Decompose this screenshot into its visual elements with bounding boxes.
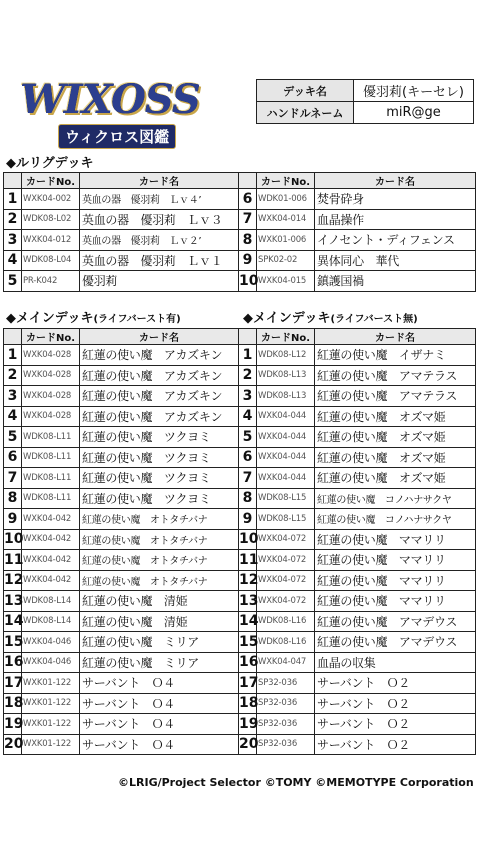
card-code: WXK04-072 (257, 550, 315, 571)
card-name: サーバント Ｏ２ (315, 714, 476, 735)
table-row (4, 611, 476, 632)
card-code: WDK08-L13 (257, 365, 315, 386)
card-code: WXK04-072 (257, 591, 315, 612)
card-code: WXK04-044 (257, 427, 315, 448)
table-row (4, 468, 476, 489)
row-number: 16 (239, 652, 257, 673)
row-number: 9 (4, 509, 22, 530)
card-name: 紅蓮の使い魔 アカズキン (80, 406, 239, 427)
header-name: カード名 (315, 329, 476, 345)
card-code: WXK04-044 (257, 447, 315, 468)
card-name: サーバント Ｏ４ (80, 714, 239, 735)
card-name: 紅蓮の使い魔 ミリア (80, 652, 239, 673)
card-name: 紅蓮の使い魔 オズマ姫 (315, 468, 476, 489)
card-name: 紅蓮の使い魔 ツクヨミ (80, 488, 239, 509)
row-number: 2 (4, 365, 22, 386)
lrig-header-row (4, 173, 476, 189)
card-code: WDK08-L11 (22, 447, 80, 468)
card-name: 鎮護国禍 (315, 271, 476, 292)
card-name: 紅蓮の使い魔 オズマ姫 (315, 447, 476, 468)
row-number: 14 (4, 611, 22, 632)
card-code: WDK08-L15 (257, 509, 315, 530)
copyright-text: ©LRIG/Project Selector ©TOMY ©MEMOTYPE Corporation (118, 776, 474, 789)
row-number: 4 (4, 250, 22, 271)
card-code: SP32-036 (257, 714, 315, 735)
row-number: 2 (239, 365, 257, 386)
card-name: 紅蓮の使い魔 オトタチバナ (80, 550, 239, 571)
row-number: 1 (4, 189, 22, 210)
row-number: 20 (239, 734, 257, 755)
lrig-deck-table (3, 172, 476, 292)
card-code: SP32-036 (257, 693, 315, 714)
card-name: イノセント・ディフェンス (315, 230, 476, 251)
row-number: 14 (239, 611, 257, 632)
row-number: 10 (239, 271, 257, 292)
row-number: 11 (239, 550, 257, 571)
row-number: 7 (239, 468, 257, 489)
table-row (4, 488, 476, 509)
table-row (4, 386, 476, 407)
card-name: 紅蓮の使い魔 ママリリ (315, 550, 476, 571)
row-number: 19 (239, 714, 257, 735)
row-number: 20 (4, 734, 22, 755)
card-code: WXK01-122 (22, 673, 80, 694)
row-number: 10 (4, 529, 22, 550)
row-number: 4 (4, 406, 22, 427)
header-code: カードNo. (22, 329, 80, 345)
card-code: WXK04-015 (257, 271, 315, 292)
card-name: 紅蓮の使い魔 アマデウス (315, 632, 476, 653)
card-name: 紅蓮の使い魔 イザナミ (315, 345, 476, 366)
row-number: 18 (239, 693, 257, 714)
row-number: 10 (239, 529, 257, 550)
card-code: WDK08-L11 (22, 427, 80, 448)
card-code: WXK04-028 (22, 406, 80, 427)
deck-name-label: デッキ名 (257, 80, 354, 102)
row-number: 15 (239, 632, 257, 653)
card-code: SP32-036 (257, 734, 315, 755)
row-number: 16 (4, 652, 22, 673)
card-name: 血晶操作 (315, 209, 476, 230)
table-row (4, 447, 476, 468)
card-name: 紅蓮の使い魔 コノハナサクヤ (315, 509, 476, 530)
header-name: カード名 (315, 173, 476, 189)
row-number: 11 (4, 550, 22, 571)
card-code: WDK08-L04 (22, 250, 80, 271)
card-name: 焚骨砕身 (315, 189, 476, 210)
card-code: SP32-036 (257, 673, 315, 694)
card-name: 紅蓮の使い魔 ママリリ (315, 591, 476, 612)
logo-subtitle: ウィクロス図鑑 (58, 124, 176, 149)
row-number: 18 (4, 693, 22, 714)
table-row (4, 271, 476, 292)
card-name: 紅蓮の使い魔 オトタチバナ (80, 529, 239, 550)
card-code: WXK04-042 (22, 550, 80, 571)
card-name: サーバント Ｏ２ (315, 734, 476, 755)
card-name: サーバント Ｏ４ (80, 693, 239, 714)
header-num (239, 329, 257, 345)
main-deck-nolb-title (243, 307, 418, 326)
row-number: 2 (4, 209, 22, 230)
main-deck-lb-title-text: ◆メインデッキ (6, 311, 94, 326)
deck-name-value: 優羽莉(キーセレ) (354, 80, 474, 102)
card-code: WXK04-028 (22, 345, 80, 366)
table-row (4, 632, 476, 653)
card-code: WDK08-L13 (257, 386, 315, 407)
card-name: 紅蓮の使い魔 アカズキン (80, 386, 239, 407)
row-number: 6 (239, 447, 257, 468)
card-code: WXK04-028 (22, 365, 80, 386)
row-number: 7 (4, 468, 22, 489)
row-number: 13 (4, 591, 22, 612)
table-row (4, 406, 476, 427)
card-code: WXK04-046 (22, 632, 80, 653)
main-header-row (4, 329, 476, 345)
row-number: 4 (239, 406, 257, 427)
card-code: PR-K042 (22, 271, 80, 292)
table-row (4, 673, 476, 694)
handle-name-label: ハンドルネーム (257, 102, 354, 124)
card-code: WDK08-L14 (22, 591, 80, 612)
row-number: 12 (239, 570, 257, 591)
table-row (4, 250, 476, 271)
card-code: WXK04-072 (257, 570, 315, 591)
card-code: WXK04-044 (257, 468, 315, 489)
deck-name-row (257, 80, 474, 102)
header-code: カードNo. (22, 173, 80, 189)
table-row (4, 509, 476, 530)
row-number: 3 (4, 386, 22, 407)
card-name: 紅蓮の使い魔 コノハナサクヤ (315, 488, 476, 509)
card-name: 紅蓮の使い魔 アカズキン (80, 365, 239, 386)
card-code: WXK04-042 (22, 509, 80, 530)
card-name: サーバント Ｏ２ (315, 673, 476, 694)
card-name: 紅蓮の使い魔 アカズキン (80, 345, 239, 366)
card-name: 紅蓮の使い魔 ツクヨミ (80, 427, 239, 448)
handle-name-value: miR@ge (354, 102, 474, 124)
card-code: WXK04-042 (22, 529, 80, 550)
card-name: 紅蓮の使い魔 アマテラス (315, 365, 476, 386)
table-row (4, 345, 476, 366)
card-code: WXK01-122 (22, 714, 80, 735)
card-name: 紅蓮の使い魔 清姫 (80, 611, 239, 632)
header-num (4, 173, 22, 189)
row-number: 5 (4, 271, 22, 292)
table-row (4, 529, 476, 550)
card-code: WXK04-002 (22, 189, 80, 210)
table-row (4, 365, 476, 386)
card-code: WXK04-014 (257, 209, 315, 230)
header-code: カードNo. (257, 173, 315, 189)
card-code: WDK08-L02 (22, 209, 80, 230)
card-name: 優羽莉 (80, 271, 239, 292)
card-code: WXK04-047 (257, 652, 315, 673)
card-name: 紅蓮の使い魔 オズマ姫 (315, 427, 476, 448)
row-number: 3 (4, 230, 22, 251)
row-number: 5 (4, 427, 22, 448)
card-name: 英血の器 優羽莉 Ｌｖ２’ (80, 230, 239, 251)
card-name: 紅蓮の使い魔 ミリア (80, 632, 239, 653)
card-code: WDK08-L14 (22, 611, 80, 632)
card-name: 異体同心 華代 (315, 250, 476, 271)
card-code: WXK01-006 (257, 230, 315, 251)
header-name: カード名 (80, 173, 239, 189)
card-code: WDK08-L11 (22, 468, 80, 489)
row-number: 1 (239, 345, 257, 366)
card-name: 英血の器 優羽莉 Ｌｖ４’ (80, 189, 239, 210)
card-name: 英血の器 優羽莉 Ｌｖ３ (80, 209, 239, 230)
table-row (4, 570, 476, 591)
card-name: 紅蓮の使い魔 アマテラス (315, 386, 476, 407)
card-code: WXK04-072 (257, 529, 315, 550)
table-row (4, 693, 476, 714)
card-code: WXK04-046 (22, 652, 80, 673)
table-row (4, 550, 476, 571)
card-code: WXK04-028 (22, 386, 80, 407)
card-code: WXK01-122 (22, 693, 80, 714)
wixoss-logo (14, 72, 224, 150)
row-number: 19 (4, 714, 22, 735)
card-name: 紅蓮の使い魔 清姫 (80, 591, 239, 612)
card-code: WDK08-L16 (257, 632, 315, 653)
card-name: 紅蓮の使い魔 ツクヨミ (80, 468, 239, 489)
card-code: WDK08-L16 (257, 611, 315, 632)
card-code: WDK08-L15 (257, 488, 315, 509)
table-row (4, 230, 476, 251)
header-num (239, 173, 257, 189)
row-number: 5 (239, 427, 257, 448)
card-code: WXK04-044 (257, 406, 315, 427)
main-deck-nolb-title-paren: (ライフバースト無) (330, 314, 418, 325)
row-number: 17 (4, 673, 22, 694)
main-deck-lb-title (6, 307, 181, 326)
card-name: 紅蓮の使い魔 ママリリ (315, 529, 476, 550)
card-name: 紅蓮の使い魔 ママリリ (315, 570, 476, 591)
row-number: 13 (239, 591, 257, 612)
card-name: 紅蓮の使い魔 アマデウス (315, 611, 476, 632)
header-num (4, 329, 22, 345)
table-row (4, 591, 476, 612)
card-code: WDK08-L12 (257, 345, 315, 366)
row-number: 12 (4, 570, 22, 591)
row-number: 9 (239, 250, 257, 271)
row-number: 15 (4, 632, 22, 653)
table-row (4, 427, 476, 448)
main-deck-lb-title-paren: (ライフバースト有) (93, 314, 181, 325)
table-row (4, 714, 476, 735)
table-row (4, 652, 476, 673)
table-row (4, 209, 476, 230)
logo-wordmark: WIXOSS (20, 76, 200, 123)
card-code: WXK01-122 (22, 734, 80, 755)
main-deck-nolb-title-text: ◆メインデッキ (243, 311, 331, 326)
table-row (4, 734, 476, 755)
deck-info-table (256, 79, 474, 124)
row-number: 3 (239, 386, 257, 407)
card-code: SPK02-02 (257, 250, 315, 271)
header-name: カード名 (80, 329, 239, 345)
card-name: サーバント Ｏ４ (80, 673, 239, 694)
row-number: 8 (239, 230, 257, 251)
row-number: 1 (4, 345, 22, 366)
card-name: 紅蓮の使い魔 オトタチバナ (80, 570, 239, 591)
handle-name-row (257, 102, 474, 124)
header-code: カードNo. (257, 329, 315, 345)
row-number: 9 (239, 509, 257, 530)
card-name: サーバント Ｏ２ (315, 693, 476, 714)
main-deck-table (3, 328, 476, 755)
row-number: 17 (239, 673, 257, 694)
card-name: 紅蓮の使い魔 ツクヨミ (80, 447, 239, 468)
card-code: WXK04-012 (22, 230, 80, 251)
card-code: WDK08-L11 (22, 488, 80, 509)
lrig-deck-title: ◆ルリグデッキ (6, 156, 94, 171)
card-name: サーバント Ｏ４ (80, 734, 239, 755)
row-number: 7 (239, 209, 257, 230)
card-code: WXK04-042 (22, 570, 80, 591)
card-code: WDK01-006 (257, 189, 315, 210)
row-number: 6 (4, 447, 22, 468)
row-number: 6 (239, 189, 257, 210)
row-number: 8 (4, 488, 22, 509)
card-name: 血晶の収集 (315, 652, 476, 673)
card-name: 紅蓮の使い魔 オトタチバナ (80, 509, 239, 530)
table-row (4, 189, 476, 210)
card-name: 紅蓮の使い魔 オズマ姫 (315, 406, 476, 427)
row-number: 8 (239, 488, 257, 509)
card-name: 英血の器 優羽莉 Ｌｖ１ (80, 250, 239, 271)
